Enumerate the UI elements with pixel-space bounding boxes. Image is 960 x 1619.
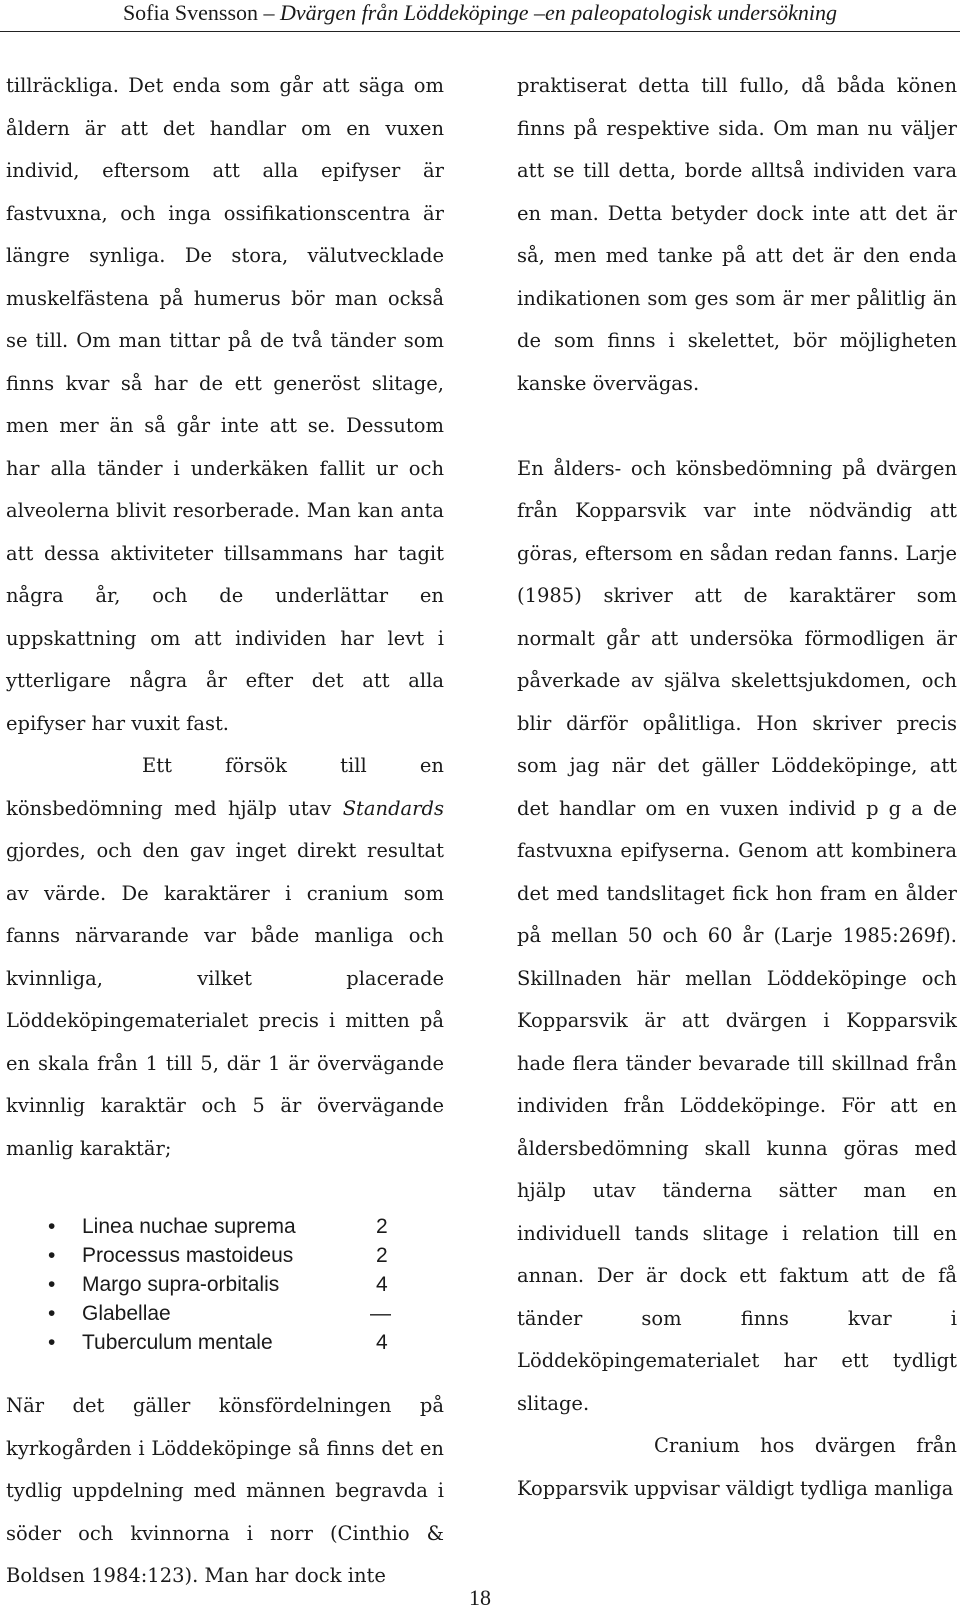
- left-paragraph-2-end: gjordes, och den gav inget direkt resultat av värde. De karaktärer i cranium som fanns närvarande var både manliga och kvinnliga, vilket placerade Löddeköpingematerialet precis i mitten på en skala från 1 till 5, där 1 är övervägande kvinnlig karaktär och 5 är övervägande manlig karaktär;: [6, 839, 444, 1160]
- header-author: Sofia Svensson –: [122, 0, 280, 25]
- feature-score: —: [370, 1302, 391, 1325]
- running-header: [0, 0, 960, 32]
- right-paragraph-2: En ålders- och könsbedömning på dvärgen från Kopparsvik var inte nödvändig att göras, eftersom en sådan redan fanns. Larje (1985) skriver att de karaktärer som normalt går att undersöka förmodligen är påverkade av själva skelettsjukdomen, och blir därför opålitliga. Hon skriver precis som jag när det gäller Löddeköpinge, att det handlar om en vuxen individ p g a de fastvuxna epifyserna. Genom att kombinera det med tandslitaget fick hon fram en ålder på mellan 50 och 60 år (Larje 1985:269f). Skillnaden här mellan Löddeköpinge och Kopparsvik är att dvärgen i Kopparsvik hade flera tänder bevarade till skillnad från individen från Löddeköpinge. För att en åldersbedömning skall kunna göras med hjälp utav tänderna sätter man en individuell tands slitage i relation till en annan. Der är dock ett faktum att de få tänder som finns kvar i Löddeköpingematerialet har ett tydligt slitage.: [517, 456, 957, 1415]
- bullet-icon: •: [48, 1244, 56, 1267]
- left-paragraph-2-start: Ett försök till en könsbedömning med hjälp utav: [6, 754, 444, 820]
- left-paragraph-1: tillräckliga. Det enda som går att säga om åldern är att det handlar om en vuxen individ, eftersom att alla epifyser är fastvuxna, och inga ossifikationscentra är längre synliga. De stora, välutvecklade muskelfästena på humerus bör man också se till. Om man tittar på de två tänder som finns kvar så har de ett generöst slitage, men mer än så går inte att se. Dessutom har alla tänder i underkäken fallit ur och alveolerna blivit resorberade. Man kan anta att dessa aktiviteter tillsammans har tagit några år, och de underlättar en uppskattning om att individen har levt i ytterligare några år efter det att alla epifyser har vuxit fast.: [6, 74, 444, 735]
- page-number: 18: [469, 1585, 491, 1610]
- feature-item: [6, 1241, 444, 1270]
- feature-item: [6, 1328, 444, 1357]
- feature-score: 2: [376, 1215, 388, 1238]
- feature-name: Tuberculum mentale: [82, 1331, 273, 1354]
- standards-reference: Standards: [342, 796, 444, 820]
- feature-name: Processus mastoideus: [82, 1244, 294, 1267]
- right-paragraph-3: Cranium hos dvärgen från Kopparsvik uppvisar väldigt tydliga manliga: [517, 1434, 957, 1500]
- feature-item: [6, 1299, 444, 1328]
- feature-name: Glabellae: [82, 1302, 171, 1325]
- left-paragraph-2: [6, 745, 444, 1170]
- bullet-icon: •: [48, 1331, 56, 1354]
- feature-score: 4: [376, 1331, 388, 1354]
- cranial-features-list: [6, 1212, 444, 1357]
- left-column: [6, 65, 444, 1598]
- bullet-icon: •: [48, 1273, 56, 1296]
- right-paragraph-1: praktiserat detta till fullo, då båda könen finns på respektive sida. Om man nu väljer att se till detta, borde alltså individen vara en man. Detta betyder dock inte att det är så, men med tanke på att det är den enda indikationen som ges som är mer pålitlig än de som finns i skelettet, bör möjligheten kanske övervägas.: [517, 74, 957, 395]
- feature-item: [6, 1270, 444, 1299]
- feature-item: [6, 1212, 444, 1241]
- feature-name: Margo supra-orbitalis: [82, 1273, 280, 1296]
- feature-score: 4: [376, 1273, 388, 1296]
- right-column: [517, 65, 957, 1510]
- bullet-icon: •: [48, 1215, 56, 1238]
- header-title: Dvärgen från Löddeköpinge –en paleopatologisk undersökning: [280, 0, 838, 25]
- left-paragraph-3: När det gäller könsfördelningen på kyrkogården i Löddeköpinge så finns det en tydlig uppdelning med männen begravda i söder och kvinnorna i norr (Cinthio & Boldsen 1984:123). Man har dock inte: [6, 1394, 444, 1587]
- feature-score: 2: [376, 1244, 388, 1267]
- bullet-icon: •: [48, 1302, 56, 1325]
- feature-name: Linea nuchae suprema: [82, 1215, 296, 1238]
